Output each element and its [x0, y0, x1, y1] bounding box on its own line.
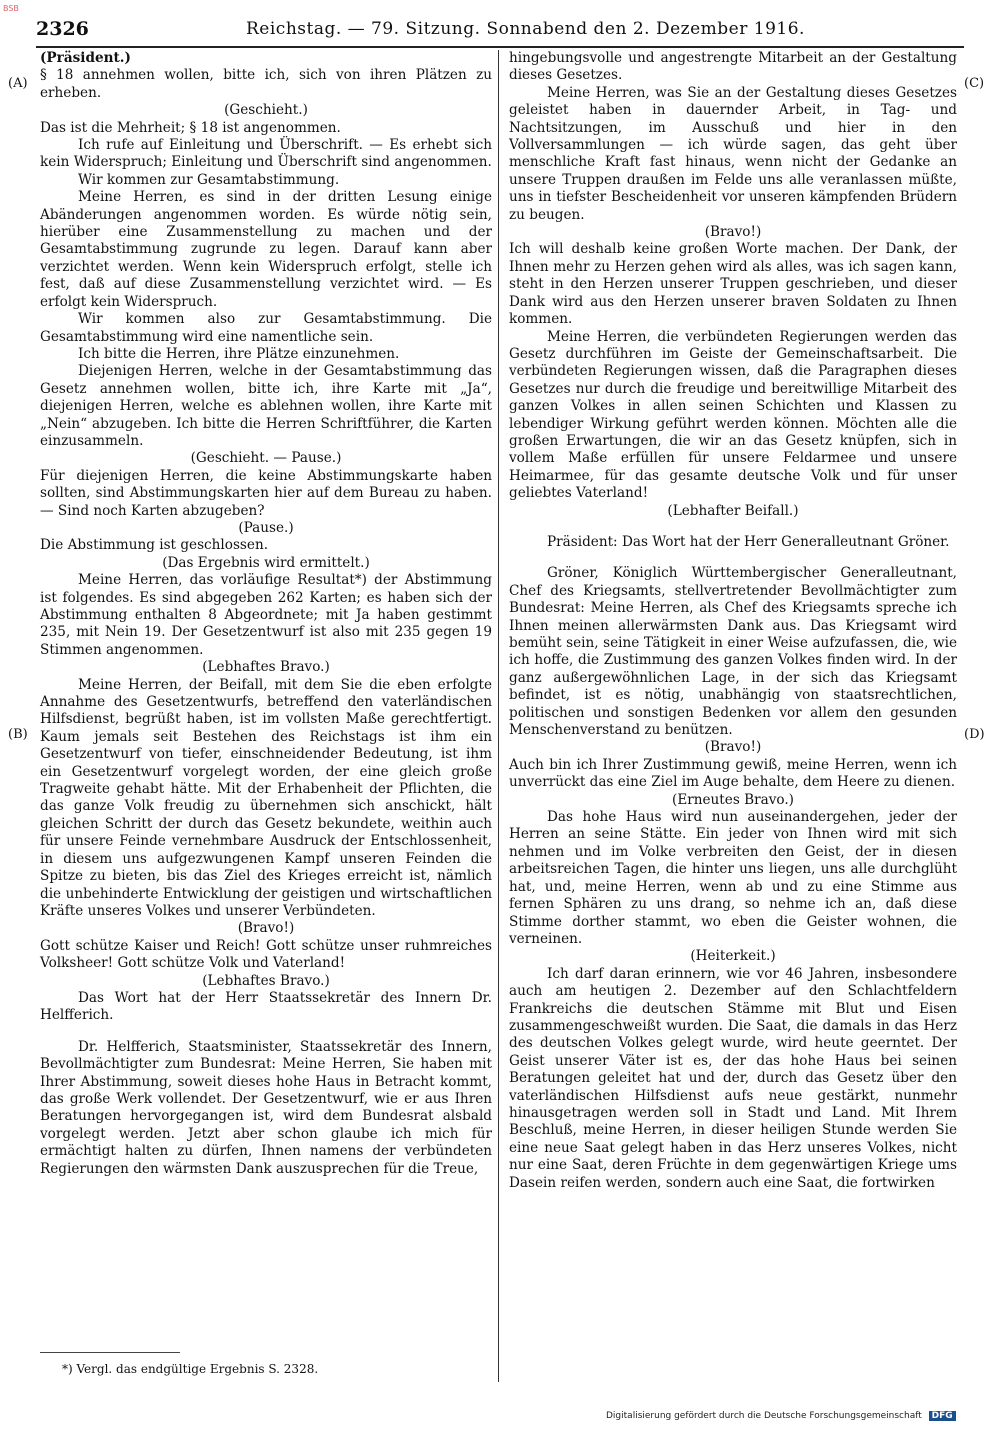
footnote: *) Vergl. das endgültige Ergebnis S. 2328. — [62, 1362, 319, 1376]
footnote-rule — [40, 1352, 180, 1353]
section-gap — [40, 1025, 492, 1039]
paragraph: Meine Herren, die verbündeten Regierungen werden das Gesetz durchführen im Geiste der Gemeinschaftsarbeit. Die verbündeten Regierungen wissen, daß die Paragraphen dieses Gesetzes nur durch die freudige und bereitwillige Mitarbeit des ganzen Volkes in allen seinen Schichten und Klassen zu lebendiger Wirkung geführt werden können. Möchten alle die großen Erwartungen, die wir an das Gesetz knüpfen, sich in vollem Maße erfüllen für unsere Feldarmee und unsere Heimarmee, für das gesamte deutsche Volk und für unser geliebtes Vaterland! — [509, 328, 957, 502]
paragraph: Ich rufe auf Einleitung und Überschrift. — Es erhebt sich kein Widerspruch; Einleitung und Überschrift sind angenommen. — [40, 137, 492, 171]
paragraph: Ich will deshalb keine großen Worte machen. Der Dank, der Ihnen mehr zu Herzen gehen wird als alles, was ich sagen kann, steht in den Herzen unserer Truppen geschrieben, und dieser Dank wird aus den Herzen unserer braven Soldaten zu Ihnen kommen. — [509, 241, 957, 328]
column-divider — [498, 50, 499, 1382]
section-gap — [509, 520, 957, 534]
speech-paragraph: Präsident: Das Wort hat der Herr Generalleutnant Gröner. — [547, 533, 950, 550]
paragraph: Ich darf daran erinnern, wie vor 46 Jahren, insbesondere auch am heutigen 2. Dezember auf den Schlachtfeldern Frankreichs die deutschen Stämme mit Blut und Eisen zusammengeschweißt wurden. Die Saat, die damals in das Herz des deutschen Volkes gelegt wurde, wird heute geerntet. Der Geist unserer Väter ist es, der das hohe Haus bei seinen Beratungen geleitet hat und der, durch das Gesetz über den vaterländischen Hilfsdienst aufs neue gestärkt, nunmehr hinausgetragen werden soll in Stadt und Land. Mit Ihrem Beschluß, meine Herren, in dieser heiligen Stunde werden Sie eine neue Saat gelegt haben in das Herz unseres Volkes, nicht nur eine Saat, deren Früchte in dem gegenwärtigen Kriege ums Dasein reifen werden, sondern auch eine Saat, die fortwirken — [509, 965, 957, 1191]
header-title: Reichstag. — 79. Sitzung. Sonnabend den 2. Dezember 1916. — [246, 19, 805, 39]
section-gap — [509, 551, 957, 565]
page-header — [36, 18, 964, 48]
paragraph: Ich bitte die Herren, ihre Plätze einzunehmen. — [78, 345, 400, 362]
paragraph: Diejenigen Herren, welche in der Gesamtabstimmung das Gesetz annehmen wollen, bitte ich, ihre Karte mit „Ja“, diejenigen Herren, welche es ablehnen wollen, ihre Karte mit „Nein“ abzugeben. Ich bitte die Herren Schriftführer, die Karten einzusammeln. — [40, 363, 492, 449]
stage-direction: (Das Ergebnis wird ermittelt.) — [162, 554, 370, 571]
stage-direction: (Bravo!) — [704, 224, 762, 241]
paragraph: Wir kommen zur Gesamtabstimmung. — [78, 171, 340, 188]
page-number: 2326 — [36, 18, 89, 40]
paragraph: Meine Herren, der Beifall, mit dem Sie die eben erfolgte Annahme des Gesetzentwurfs, betreffend den vaterländischen Hilfsdienst, begrüßt haben, ist im vollsten Maße gerechtfertigt. Kaum jemals seit Bestehen des Reichstags ist ihm ein Gesetzentwurf von tiefer, einschneidender Bedeutung, ist ihm ein Gesetzentwurf vorgelegt worden, der eine gleich große Tragweite gehabt hätte. Mit der Erhabenheit der Pflichten, die das ganze Volk freudig zu übernehmen sich anschickt, hält gleichen Schritt der durch das Gesetz bekundete, weithin auch für unsere Feinde vernehmbare Ausdruck der Entschlossenheit, in diesem uns aufgezwungenen Kampf unseren Feinden die Spitze zu bieten, bis das Ziel des Krieges erreicht ist, nämlich die unbehinderte Entwicklung der geistigen und wirtschaftlichen Kräfte unseres Volkes und unserer Verbündeten. — [40, 676, 492, 919]
library-watermark: BSB — [3, 4, 19, 13]
header-rule — [36, 46, 964, 48]
stage-direction: (Bravo!) — [704, 739, 762, 756]
paragraph: § 18 annehmen wollen, bitte ich, sich von ihren Plätzen zu erheben. — [40, 67, 492, 101]
paragraph: Auch bin ich Ihrer Zustimmung gewiß, meine Herren, wenn ich unverrückt das eine Ziel im Auge behalte, dem Heere zu dienen. — [509, 756, 957, 791]
paragraph: Das Wort hat der Herr Staatssekretär des Innern Dr. Helfferich. — [40, 989, 492, 1024]
stage-direction: (Lebhaftes Bravo.) — [202, 659, 330, 676]
stage-direction: (Erneutes Bravo.) — [672, 791, 794, 808]
stage-direction: (Bravo!) — [237, 920, 295, 937]
stage-direction: (Lebhaftes Bravo.) — [202, 972, 330, 989]
paragraph: Meine Herren, es sind in der dritten Lesung einige Abänderungen angenommen worden. Es würde nötig sein, hierüber eine Zusammenstellung zu machen und der Gesamtabstimmung zugrunde zu legen. Darauf kann aber verzichtet werden. Wenn kein Widerspruch erfolgt, stelle ich fest, daß auf diese Zusammenstellung verzichtet wird. — Es erfolgt kein Widerspruch. — [40, 189, 492, 310]
right-column — [509, 50, 957, 1380]
paragraph: Für diejenigen Herren, die keine Abstimmungskarte haben sollten, sind Abstimmungskarten hier auf dem Bureau zu haben. — Sind noch Karten abzugeben? — [40, 467, 492, 519]
stage-direction: (Geschieht.) — [224, 102, 308, 119]
paragraph: hingebungsvolle und angestrengte Mitarbeit an der Gestaltung dieses Gesetzes. — [509, 50, 957, 84]
left-column — [40, 50, 492, 1340]
paragraph: Wir kommen also zur Gesamtabstimmung. Die Gesamtabstimmung wird eine namentliche sein. — [40, 311, 492, 345]
stage-direction: (Geschieht. — Pause.) — [190, 450, 342, 467]
margin-marker-b: (B) — [8, 727, 28, 742]
speech-paragraph: Dr. Helfferich, Staatsminister, Staatssekretär des Innern, Bevollmächtigter zum Bundesrat: Meine Herren, Sie haben mit Ihrer Abstimmung, soweit dieses hohe Haus in Betracht kommt, das große Werk vollendet. Der Gesetzentwurf, wie er aus Ihren Beratungen hervorgegangen ist, wird dem Bundesrat alsbald vorgelegt werden. Jetzt aber schon glaube ich mich für ermächtigt halten zu dürfen, Ihnen namens der verbündeten Regierungen den wärmsten Dank auszusprechen für die Treue, — [40, 1038, 492, 1177]
paragraph: Das ist die Mehrheit; § 18 ist angenommen. — [40, 119, 341, 136]
speech-paragraph: Gröner, Königlich Württembergischer Generalleutnant, Chef des Kriegsamts, stellvertretender Bevollmächtigter zum Bundesrat: Meine Herren, als Chef des Kriegsamts spreche ich Ihnen meinen allerwärmsten Dank aus. Das Kriegsamt wird bemüht sein, seine Tätigkeit in einer Weise aufzufassen, die, wie ich hoffe, die Zustimmung des ganzen Volkes finden wird. In der ganz außergewöhnlichen Lage, in der sich das Kriegsamt befindet, ist es nötig, unabhängig von staatsrechtlichen, politischen und sonstigen Bedenken vor allem den gesunden Menschenverstand zu benützen. — [509, 565, 957, 739]
stage-direction: (Lebhafter Beifall.) — [667, 502, 799, 519]
paragraph: Gott schütze Kaiser und Reich! Gott schütze unser ruhmreiches Volksheer! Gott schütze Volk und Vaterland! — [40, 937, 492, 972]
stage-direction: (Heiterkeit.) — [690, 948, 776, 965]
margin-marker-a: (A) — [8, 76, 28, 91]
stage-direction: (Pause.) — [238, 519, 294, 536]
dfg-logo: DFG — [929, 1411, 956, 1421]
paragraph: Meine Herren, das vorläufige Resultat*) der Abstimmung ist folgendes. Es sind abgegeben 262 Karten; es haben sich der Abstimmung enthalten 8 Abgeordnete; mit Ja haben gestimmt 235, mit Nein 19. Der Gesetzentwurf ist also mit 235 gegen 19 Stimmen angenommen. — [40, 572, 492, 658]
paragraph: Das hohe Haus wird nun auseinandergehen, jeder der Herren an seine Stätte. Ein jeder von Ihnen wird mit sich nehmen und im Volke verbreiten den Geist, der in diesen arbeitsreichen Tagen, die hinter uns liegen, uns alle durchglüht hat, und, meine Herren, wenn ab und zu eine Stimme aus fernen Sphären zu uns drang, so nehme ich an, daß diese Stimme dorther stammt, wo eben die Geister wohnen, die verneinen. — [509, 809, 957, 947]
margin-marker-c: (C) — [964, 76, 985, 91]
speaker-label: (Präsident.) — [40, 50, 131, 66]
paragraph: Die Abstimmung ist geschlossen. — [40, 537, 269, 554]
digitization-credit — [606, 1411, 956, 1421]
digitization-note: Digitalisierung gefördert durch die Deutsche Forschungsgemeinschaft — [606, 1411, 922, 1421]
margin-marker-d: (D) — [964, 727, 985, 742]
paragraph: Meine Herren, was Sie an der Gestaltung dieses Gesetzes geleistet haben in dauernder Arbeit, in Tag- und Nachtsitzungen, im Ausschuß und hier in den Vollversammlungen — ich würde sagen, das geht über menschliche Kraft fast hinaus, wenn nicht der Gedanke an unsere Truppen draußen im Felde uns alle veranlassen müßte, uns in tiefster Bescheidenheit vor unseren kämpfenden Brüdern zu beugen. — [509, 84, 957, 223]
